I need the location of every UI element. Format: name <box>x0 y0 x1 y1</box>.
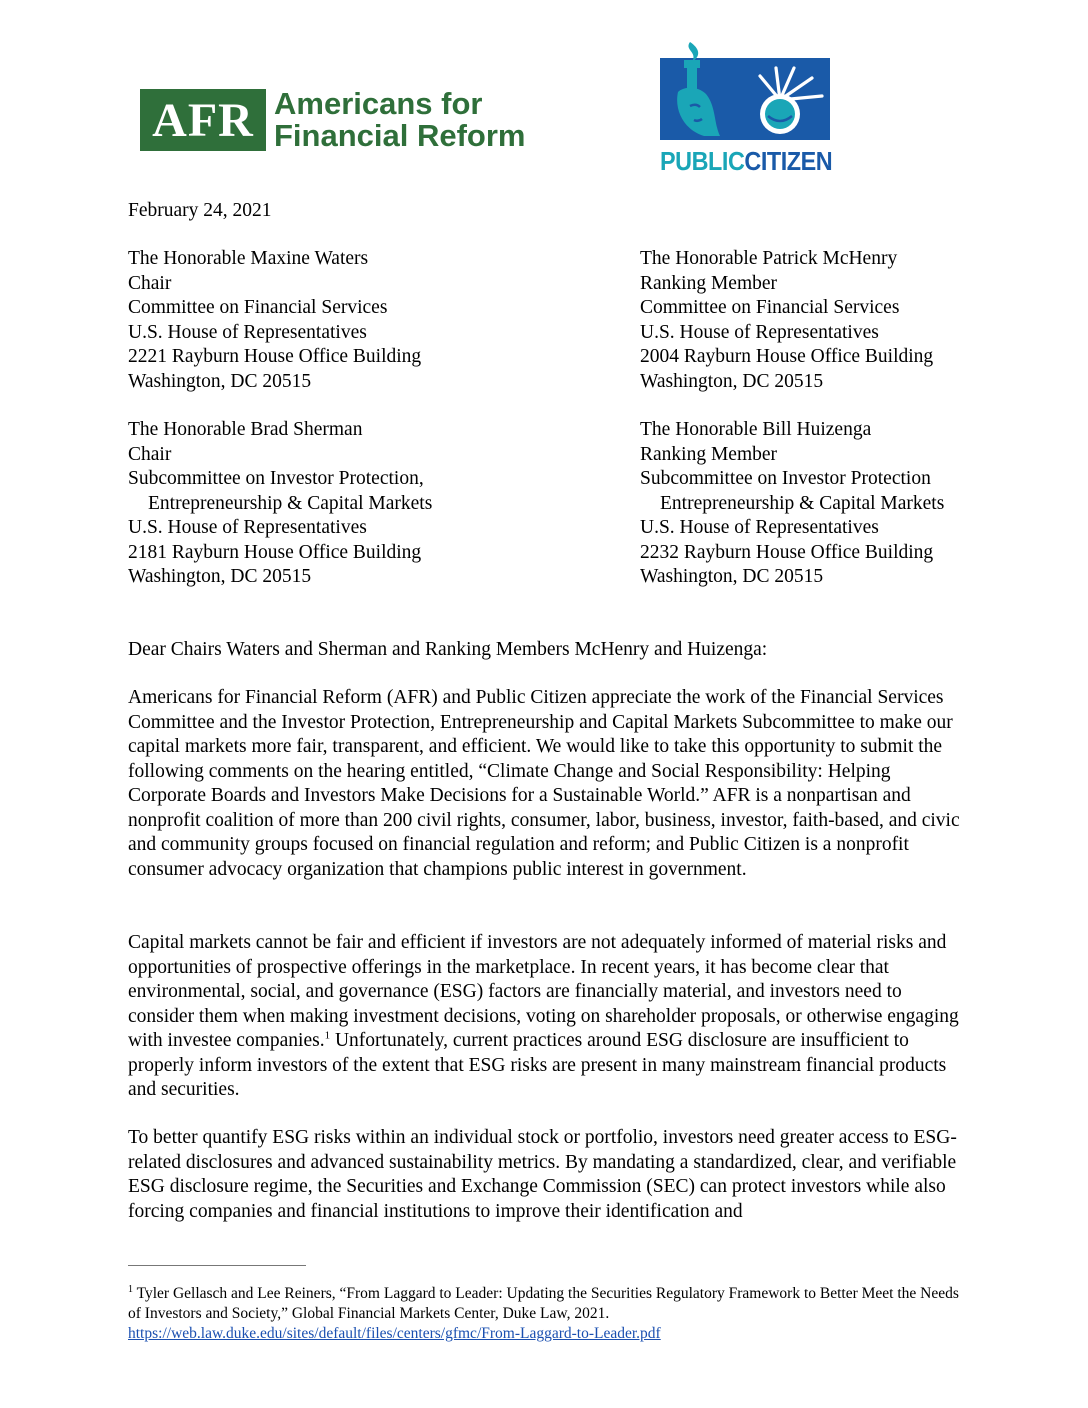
addressee-line: Chair <box>128 272 172 294</box>
afr-logo-name <box>274 88 526 152</box>
addressee-line: U.S. House of Representatives <box>128 517 367 538</box>
addressee-waters <box>128 247 421 394</box>
footnote-number: 1 <box>128 1283 133 1295</box>
addressee-line: U.S. House of Representatives <box>128 321 367 343</box>
paragraph-text: Unfortunately, current practices around ESG disclosure are insufficient to properly inform investors of the extent that ESG risks are present in many mainstream financial products and securities. <box>128 1030 947 1100</box>
addressee-mchenry <box>640 247 933 394</box>
addressee-line: Washington, DC 20515 <box>640 566 824 587</box>
addressee-line: Subcommittee on Investor Protection, <box>128 468 424 489</box>
letter-date: February 24, 2021 <box>128 200 272 221</box>
addressee-line: The Honorable Bill Huizenga <box>640 419 872 440</box>
addressee-line: Committee on Financial Services <box>640 297 900 318</box>
afr-logo-name-line2: Financial Reform <box>274 118 526 153</box>
addressee-line: 2232 Rayburn House Office Building <box>640 541 934 563</box>
addressee-line: U.S. House of Representatives <box>640 321 879 343</box>
wordmark-citizen: CITIZEN <box>744 146 833 176</box>
addressee-line: The Honorable Maxine Waters <box>128 248 369 269</box>
addressee-line: U.S. House of Representatives <box>640 517 879 538</box>
addressee-line: Subcommittee on Investor Protection <box>640 468 931 489</box>
addressee-line: 2221 Rayburn House Office Building <box>128 346 422 367</box>
body-paragraph-1: Americans for Financial Reform (AFR) and Public Citizen appreciate the work of the Financial Services Committee and the Investor Protection, Entrepreneurship and Capital Markets Subcommittee to make our capital markets more fair, transparent, and efficient. We would like to take this opportunity to submit the following comments on the hearing entitled, “Climate Change and Social Responsibility: Helping Corporate Boards and Investors Make Decisions for a Sustainable World.” AFR is a nonpartisan and nonprofit coalition of more than 200 civil rights, consumer, labor, business, investor, faith-based, and civic and community groups focused on financial regulation and reform; and Public Citizen is a nonprofit consumer advocacy organization that champions public interest in government. <box>128 687 960 880</box>
statue-of-liberty-icon <box>660 40 830 140</box>
addressee-line: Ranking Member <box>640 272 778 294</box>
afr-logo-name-line1: Americans for <box>274 86 483 121</box>
afr-logo-abbr: AFR <box>140 89 266 151</box>
body-paragraph-2 <box>128 931 968 1103</box>
footnote-text: Tyler Gellasch and Lee Reiners, “From Laggard to Leader: Updating the Securities Regulatory Framework to Better Meet the Needs of Investors and Society,” Global Financial Markets Center, Duke Law, 2021. <box>128 1285 959 1322</box>
addressee-line: Entrepreneurship & Capital Markets <box>660 492 945 514</box>
footnote-reference[interactable]: 1 <box>324 1029 331 1042</box>
paragraph-text: Capital markets cannot be fair and efficient if investors are not adequately informed of material risks and opportunities of prospective offerings in the marketplace. In recent years, it has become clear that environmental, social, and governance (ESG) factors are financially material, and investors need to consider them when making investment decisions, voting on shareholder proposals, or otherwise engaging with investee companies. <box>128 932 959 1051</box>
addressee-line: Ranking Member <box>640 443 778 465</box>
footnote-divider <box>128 1265 306 1266</box>
addressee-line: The Honorable Patrick McHenry <box>640 248 898 269</box>
addressee-line: Washington, DC 20515 <box>640 370 824 392</box>
footnote-link[interactable]: https://web.law.duke.edu/sites/default/files/centers/gfmc/From-Laggard-to-Leader.pdf <box>128 1325 661 1342</box>
salutation: Dear Chairs Waters and Sherman and Ranking Members McHenry and Huizenga: <box>128 639 768 660</box>
public-citizen-logo <box>660 40 833 176</box>
addressee-line: Committee on Financial Services <box>128 297 388 318</box>
addressee-line: Entrepreneurship & Capital Markets <box>148 492 433 514</box>
wordmark-public: PUBLIC <box>660 146 745 176</box>
addressee-line: The Honorable Brad Sherman <box>128 419 363 440</box>
addressee-line: 2181 Rayburn House Office Building <box>128 541 422 563</box>
addressee-line: 2004 Rayburn House Office Building <box>640 346 934 367</box>
body-paragraph-3: To better quantify ESG risks within an individual stock or portfolio, investors need greater access to ESG-related disclosures and advanced sustainability metrics. By mandating a standardized, clear, and verifiable ESG disclosure regime, the Securities and Exchange Commission (SEC) can protect investors while also forcing companies and financial institutions to improve their identification and <box>128 1127 957 1222</box>
addressee-line: Chair <box>128 443 172 465</box>
addressee-huizenga <box>640 418 944 590</box>
addressee-sherman <box>128 418 432 590</box>
public-citizen-wordmark <box>660 146 833 177</box>
footnote <box>128 1284 968 1344</box>
afr-logo <box>140 88 526 152</box>
addressee-line: Washington, DC 20515 <box>128 566 312 587</box>
addressee-line: Washington, DC 20515 <box>128 370 312 392</box>
